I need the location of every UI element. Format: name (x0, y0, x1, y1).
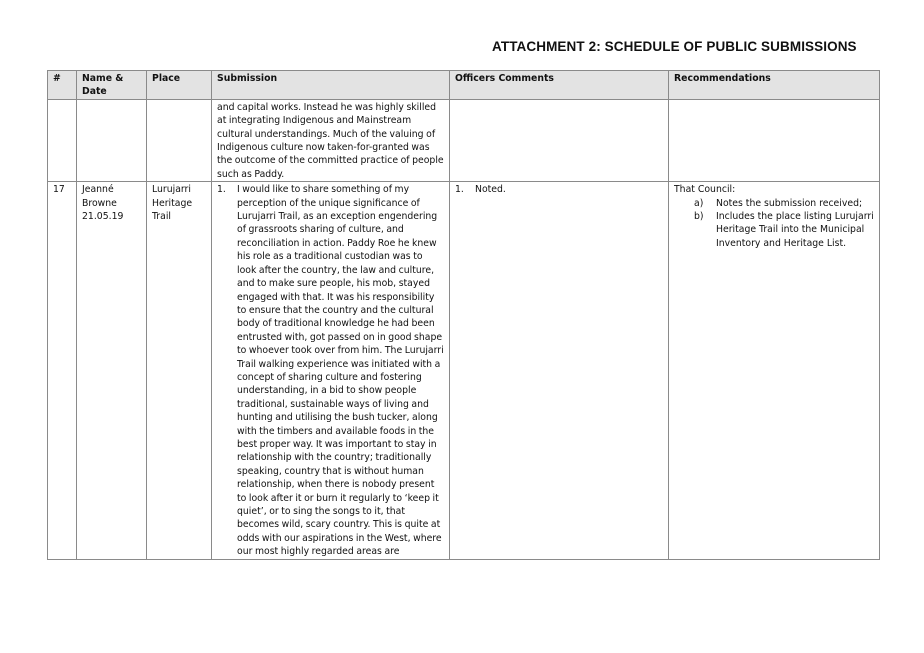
cell-recommendations (669, 99, 880, 181)
table-row (48, 99, 880, 181)
officers-comment-number: 1. (455, 184, 464, 196)
recommendation-text: Includes the place listing Lurujarri Heritage Trail into the Municipal Inventory and Heritage List. (716, 211, 874, 249)
column-header-number: # (48, 71, 77, 100)
page-title: ATTACHMENT 2: SCHEDULE OF PUBLIC SUBMISSIONS (492, 39, 857, 54)
cell-number: 17 (48, 182, 77, 559)
cell-name-date (77, 99, 147, 181)
column-header-place: Place (147, 71, 212, 100)
submission-date: 21.05.19 (82, 211, 124, 223)
column-header-recommendations: Recommendations (669, 71, 880, 100)
cell-place: Lurujarri Heritage Trail (147, 182, 212, 559)
submission-text: and capital works. Instead he was highly skilled at integrating Indigenous and Mainstream cultural understandings. Much of the valuing of Indigenous culture now taken-for-granted was the outcome of the committed practice of people such as Paddy. (217, 101, 444, 180)
column-header-officers-comments: Officers Comments (450, 71, 669, 100)
recommendation-intro: That Council: (674, 184, 736, 196)
cell-submission (212, 182, 450, 559)
cell-number (48, 99, 77, 181)
submission-item-number: 1. (217, 184, 226, 196)
submissions-table (47, 70, 880, 560)
recommendation-text: Notes the submission received; (716, 197, 863, 209)
cell-name-date (77, 182, 147, 559)
submission-item (217, 183, 444, 558)
recommendation-marker: b) (694, 211, 704, 223)
officers-comment-text: Noted. (475, 184, 506, 196)
submission-text: I would like to share something of my perception of the unique significance of Lurujarri Trail, as an exception engendering of grassroots sharing of culture, and reconciliation in action. Paddy Roe he knew his role as a traditional custodian was to look after the country, the law and culture, and to make sure people, his mob, stayed engaged with that. It was his responsibility to ensure that the country and the cultural body of traditional knowledge he had been entrusted with, got passed on in good shape to whoever took over from him. The Lurujarri Trail walking experience was initiated with a concept of sharing culture and fostering understanding, in a bid to show people traditional, sustainable ways of living and hunting and utilising the bush tucker, along with the timbers and available foods in the best proper way. It was important to stay in relationship with the country; traditionally speaking, country that is without human relationship, when there is nobody present to look after it or burn it regularly to ‘keep it quiet’, or to sing the songs to it, that becomes wild, scary country. This is quite at odds with our aspirations in the West, where our most highly regarded areas are (237, 184, 444, 558)
column-header-name-date: Name & Date (77, 71, 147, 100)
recommendation-marker: a) (694, 197, 704, 209)
column-header-submission: Submission (212, 71, 450, 100)
cell-place (147, 99, 212, 181)
officers-comment-item (455, 183, 663, 196)
submitter-name: Jeanné Browne (82, 184, 117, 209)
cell-submission (212, 99, 450, 181)
cell-recommendations (669, 182, 880, 559)
table-row (48, 182, 880, 559)
recommendation-item (674, 197, 874, 210)
recommendation-item (674, 210, 874, 250)
table-header-row (48, 71, 880, 100)
cell-officers-comments (450, 99, 669, 181)
cell-officers-comments (450, 182, 669, 559)
